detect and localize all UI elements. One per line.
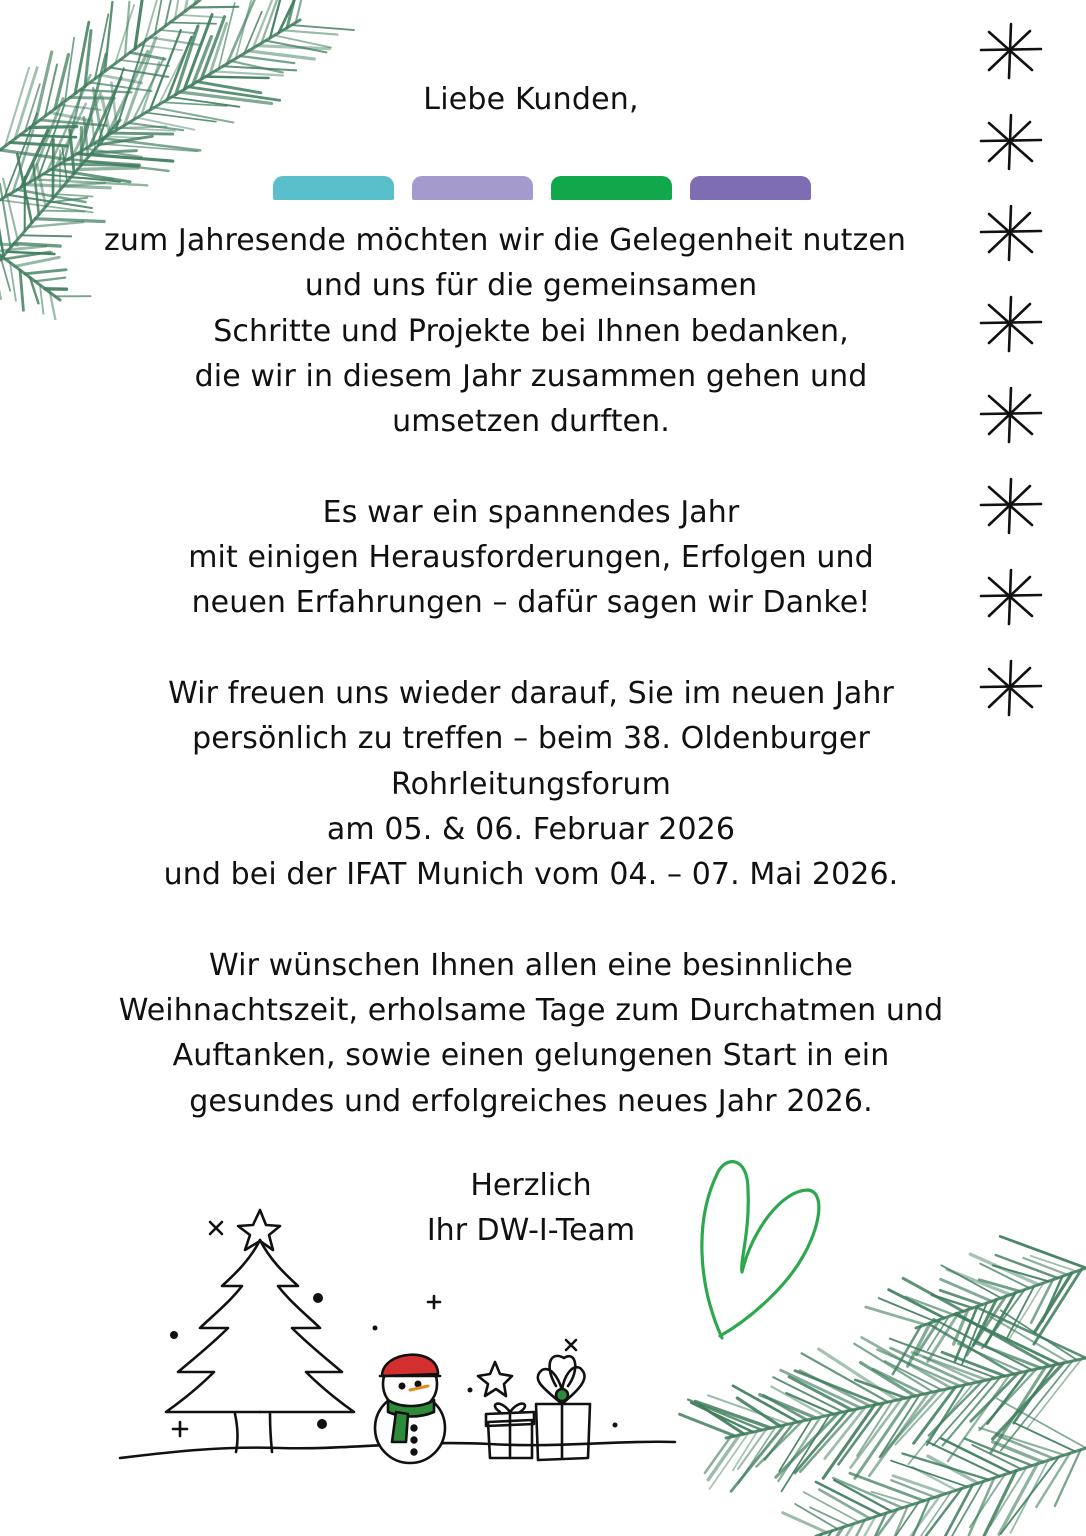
paragraph-wishes xyxy=(0,943,1062,1124)
paragraph-year-review xyxy=(0,490,1062,626)
christmas-tree-icon xyxy=(166,1210,354,1452)
paragraph-thanks xyxy=(0,218,1062,444)
text-line: und uns für die gemeinsamen xyxy=(304,268,758,304)
signoff-line: Herzlich xyxy=(470,1168,592,1203)
text-line: Schritte und Projekte bei Ihnen bedanken, xyxy=(213,313,849,349)
signoff-team: Ihr DW-I-Team xyxy=(426,1213,636,1249)
sparkle-icon xyxy=(975,566,1045,636)
winter-scene xyxy=(110,1190,690,1480)
text-line: neuen Erfahrungen – dafür sagen wir Danke! xyxy=(191,585,871,621)
text-line: mit einigen Herausforderungen, Erfolgen und xyxy=(188,540,874,576)
text-line: persönlich zu treffen – beim 38. Oldenburger xyxy=(192,721,870,757)
color-bar-green xyxy=(551,176,672,200)
sparkle-icon xyxy=(975,384,1045,454)
text-line: Weihnachtszeit, erholsame Tage zum Durchatmen und xyxy=(118,993,944,1029)
text-line: Rohrleitungsforum xyxy=(391,766,671,802)
text-line: umsetzen durften. xyxy=(392,404,670,440)
text-line: gesundes und erfolgreiches neues Jahr 2026. xyxy=(189,1083,873,1119)
text-line: Auftanken, sowie einen gelungenen Start in ein xyxy=(172,1038,890,1074)
sparkle-icon xyxy=(975,202,1045,272)
text-line: Wir freuen uns wieder darauf, Sie im neuen Jahr xyxy=(168,675,894,711)
sparkle-icon xyxy=(975,20,1045,90)
pine-needles xyxy=(783,1398,1086,1536)
color-bar-teal xyxy=(273,176,394,200)
letter-body xyxy=(0,218,1062,1124)
color-bar-purple xyxy=(690,176,811,200)
text-line: Es war ein spannendes Jahr xyxy=(322,494,740,530)
greeting: Liebe Kunden, xyxy=(423,82,639,117)
text-line: zum Jahresende möchten wir die Gelegenheit nutzen xyxy=(103,223,907,258)
present-bag-icon xyxy=(536,1340,590,1460)
sparkle-icon xyxy=(975,111,1045,181)
text-line: am 05. & 06. Februar 2026 xyxy=(326,811,736,847)
sparkle-icon xyxy=(975,657,1045,727)
snowman-icon xyxy=(375,1355,445,1463)
text-line: und bei der IFAT Munich vom 04. – 07. Mai 2026. xyxy=(163,857,899,893)
sparkle-column xyxy=(975,20,1045,740)
text-line: Wir wünschen Ihnen allen eine besinnliche xyxy=(209,947,853,983)
color-bar-strip xyxy=(273,176,813,200)
color-bar-lavender xyxy=(412,176,533,200)
heart-icon xyxy=(690,1150,830,1350)
sparkle-icon xyxy=(975,475,1045,545)
sparkle-icon xyxy=(975,293,1045,363)
paragraph-events xyxy=(0,671,1062,897)
text-line: die wir in diesem Jahr zusammen gehen und xyxy=(194,358,868,394)
